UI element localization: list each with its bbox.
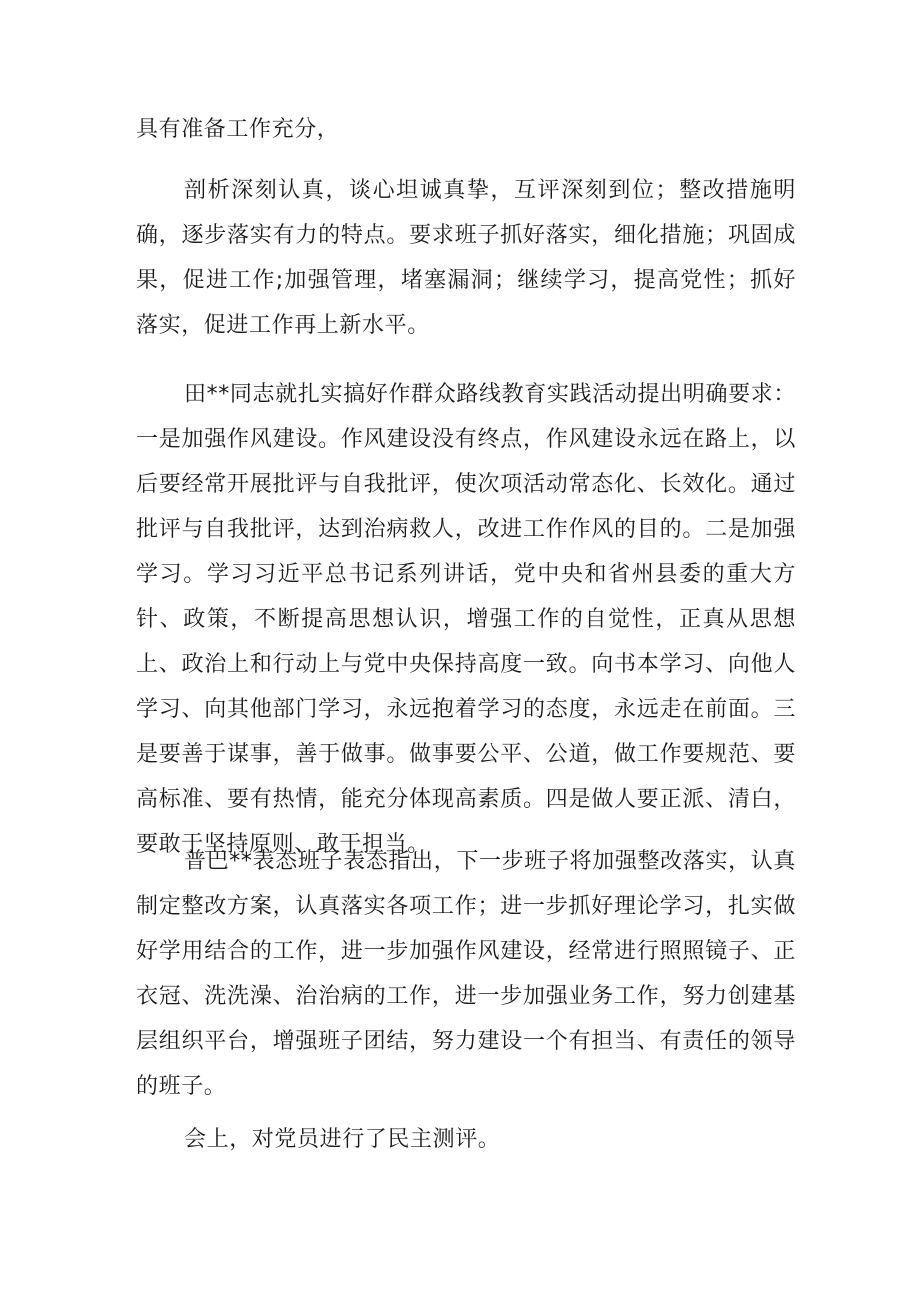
paragraph-2: 剖析深刻认真，谈心坦诚真挚，互评深刻到位；整改措施明确，逐步落实有力的特点。要求班子抓好落实，细化措施；巩固成果，促进工作;加强管理，堵塞漏洞；继续学习，提高党性；抓好落实，促进工作再上新水平。 <box>136 178 796 338</box>
paragraph-1: 具有准备工作充分， <box>136 117 340 142</box>
paragraph-4: 普巴**表态班子表态指出，下一步班子将加强整改落实，认真制定整改方案，认真落实各项工作；进一步抓好理论学习，扎实做好学用结合的工作，进一步加强作风建设，经常进行照照镜子、正衣冠、洗洗澡、治治病的工作，进一步加强业务工作，努力创建基层组织平台，增强班子团结，努力建设一个有担当、有责任的领导的班子。 <box>136 849 796 1099</box>
paragraph-5: 会上，对党员进行了民主测评。 <box>184 1127 501 1152</box>
paragraph-3: 田**同志就扎实搞好作群众路线教育实践活动提出明确要求：一是加强作风建设。作风建设没有终点，作风建设永远在路上，以后要经常开展批评与自我批评，使次项活动常态化、长效化。通过批评与自我批评，达到治病救人，改进工作作风的目的。二是加强学习。学习习近平总书记系列讲话，党中央和省州县委的重大方针、政策，不断提高思想认识，增强工作的自觉性，正真从思想上、政治上和行动上与党中央保持高度一致。向书本学习、向他人学习、向其他部门学习，永远抱着学习的态度，永远走在前面。三是要善于谋事，善于做事。做事要公平、公道，做工作要规范、要高标准、要有热情，能充分体现高素质。四是做人要正派、清白，要敢于坚持原则、敢于担当。 <box>136 382 796 857</box>
